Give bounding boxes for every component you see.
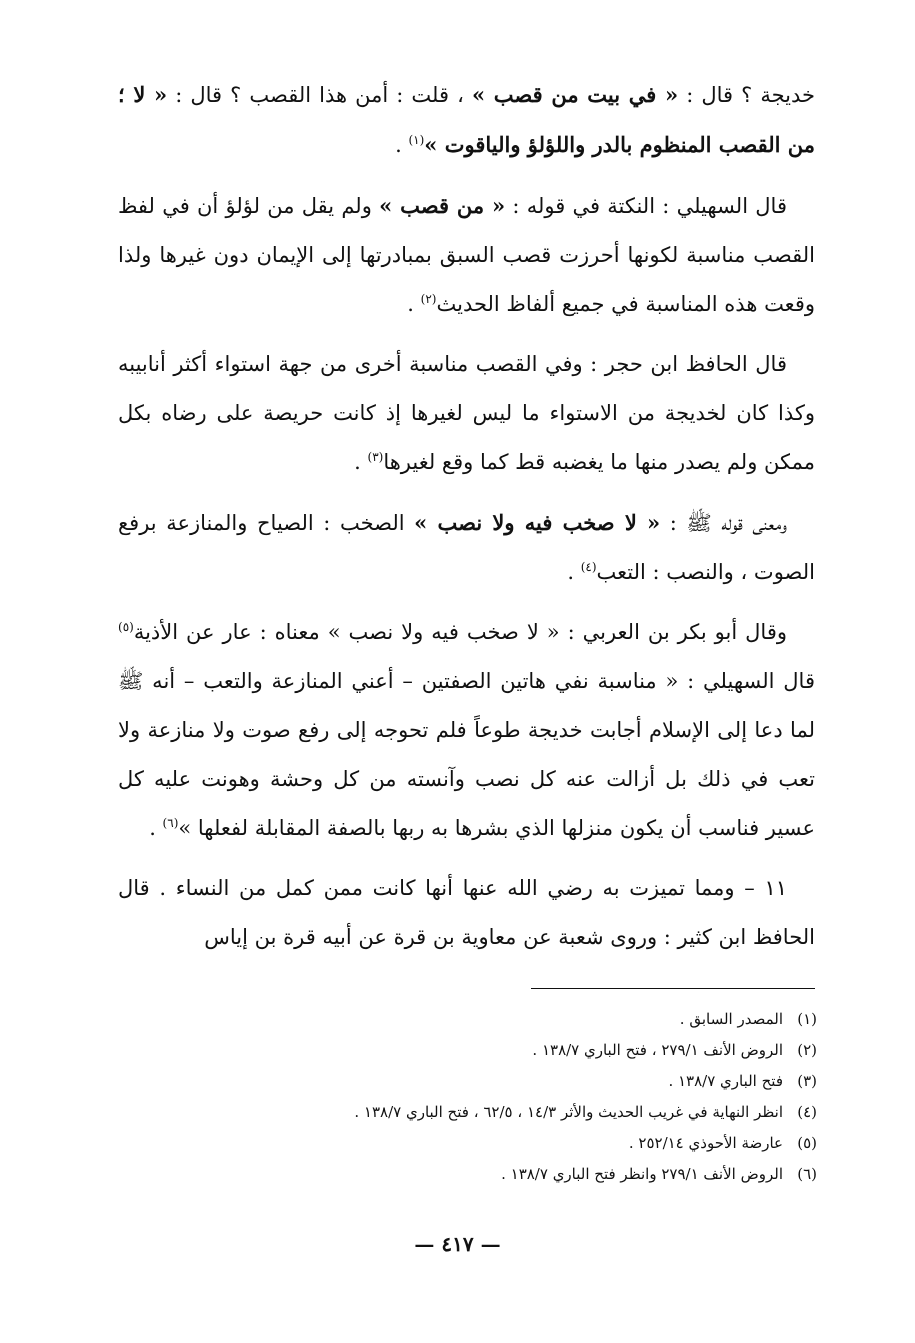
footnote-ref: (٣) [367,450,384,464]
text-run: . [149,816,163,840]
text-run: وقال أبو بكر بن العربي : « لا صخب فيه ولا نصب » معناه : عار عن الأذية [133,620,787,644]
text-run: ١١ – ومما تميزت به رضي الله عنها أنها كانت ممن كمل من النساء . قال الحافظ ابن كثير : وروى شعبة عن معاوية بن قرة عن أبيه قرة بن إياس [118,876,815,949]
footnote-separator [531,988,815,989]
text-run: الصخب : الصياح والمنازعة برفع الصوت ، والنصب : التعب [118,511,815,584]
footnote-text: المصدر السابق . [679,1010,783,1028]
quoted-text: « من قصب » [379,193,506,218]
text-run: . [567,560,581,584]
footnote-text: الروض الأنف ٢٧٩/١ وانظر فتح الباري ١٣٨/٧ . [501,1165,783,1183]
text-run: ومعنى قوله ﷺ : [660,511,787,535]
quoted-text: « لا صخب فيه ولا نصب » [414,510,661,535]
footnote-number: (٦) [797,1165,817,1183]
footnote-text: انظر النهاية في غريب الحديث والأثر ١٤/٣ ، ٦٢/٥ ، فتح الباري ١٣٨/٧ . [354,1103,783,1121]
paragraph [118,498,815,597]
paragraph [118,181,815,329]
footnote [118,1004,817,1035]
page-number: — ٤١٧ — [414,1232,501,1256]
quoted-text: « في بيت من قصب » [471,82,679,107]
footnote-ref: (٦) [162,816,179,830]
footnote [118,1159,817,1190]
paragraph [118,608,815,853]
footnote-number: (٤) [797,1103,817,1121]
text-run: . [395,133,409,157]
footnote-number: (٥) [797,1134,817,1152]
paragraph [118,864,815,962]
footnote-ref: (١) [408,133,425,147]
quoted-text: « لا ؛ من القصب المنظوم بالدر واللؤلؤ والياقوت » [118,82,815,157]
text-run: ، قلت : أمن هذا القصب ؟ قال : [167,83,472,107]
text-run: خديجة ؟ قال : [678,83,816,107]
footnote-number: (٢) [797,1041,817,1059]
paragraph [118,340,815,487]
footnote-number: (١) [797,1010,817,1028]
footnote-text: فتح الباري ١٣٨/٧ . [668,1072,783,1090]
footnote-text: الروض الأنف ٢٧٩/١ ، فتح الباري ١٣٨/٧ . [532,1041,783,1059]
paragraph [118,70,815,170]
body-text [118,70,815,973]
text-run: . [354,450,368,474]
text-run: قال الحافظ ابن حجر : وفي القصب مناسبة أخرى من جهة استواء أكثر أنابيبه وكذا كان لخديجة من الاستواء ما ليس لغيرها إذ كانت حريصة على رضاه بكل ممكن ولم يصدر منها ما يغضبه قط كما وقع لغيرها [118,352,815,474]
footnote-ref: (٢) [420,292,437,306]
text-run: قال السهيلي : « مناسبة نفي هاتين الصفتين – أعني المنازعة والتعب – أنه ﷺ لما دعا إلى الإسلام أجابت خديجة طوعاً فلم تحوجه إلى رفع صوت ولا منازعة ولا تعب في ذلك بل أزالت عنه كل نصب وآنسته من كل وحشة وهونت عليه كل عسير فناسب أن يكون منزلها الذي بشرها به ربها بالصفة المقابلة لفعلها » [118,669,815,840]
footnote-text: عارضة الأحوذي ٢٥٢/١٤ . [628,1134,783,1152]
footnote-number: (٣) [797,1072,817,1090]
text-run: ولم يقل من لؤلؤ أن في لفظ القصب مناسبة لكونها أحرزت قصب السبق بمبادرتها إلى الإيمان دون غيرها ولذا وقعت هذه المناسبة في جميع ألفاظ الحديث [118,194,815,316]
footnote-ref: (٥) [118,620,134,634]
footnote-ref: (٤) [580,560,597,574]
footnote [118,1097,817,1128]
text-run: . [407,292,421,316]
footnotes [118,1004,817,1190]
footnote [118,1066,817,1097]
footnote [118,1128,817,1159]
text-run: قال السهيلي : النكتة في قوله : [505,194,787,218]
footnote [118,1035,817,1066]
